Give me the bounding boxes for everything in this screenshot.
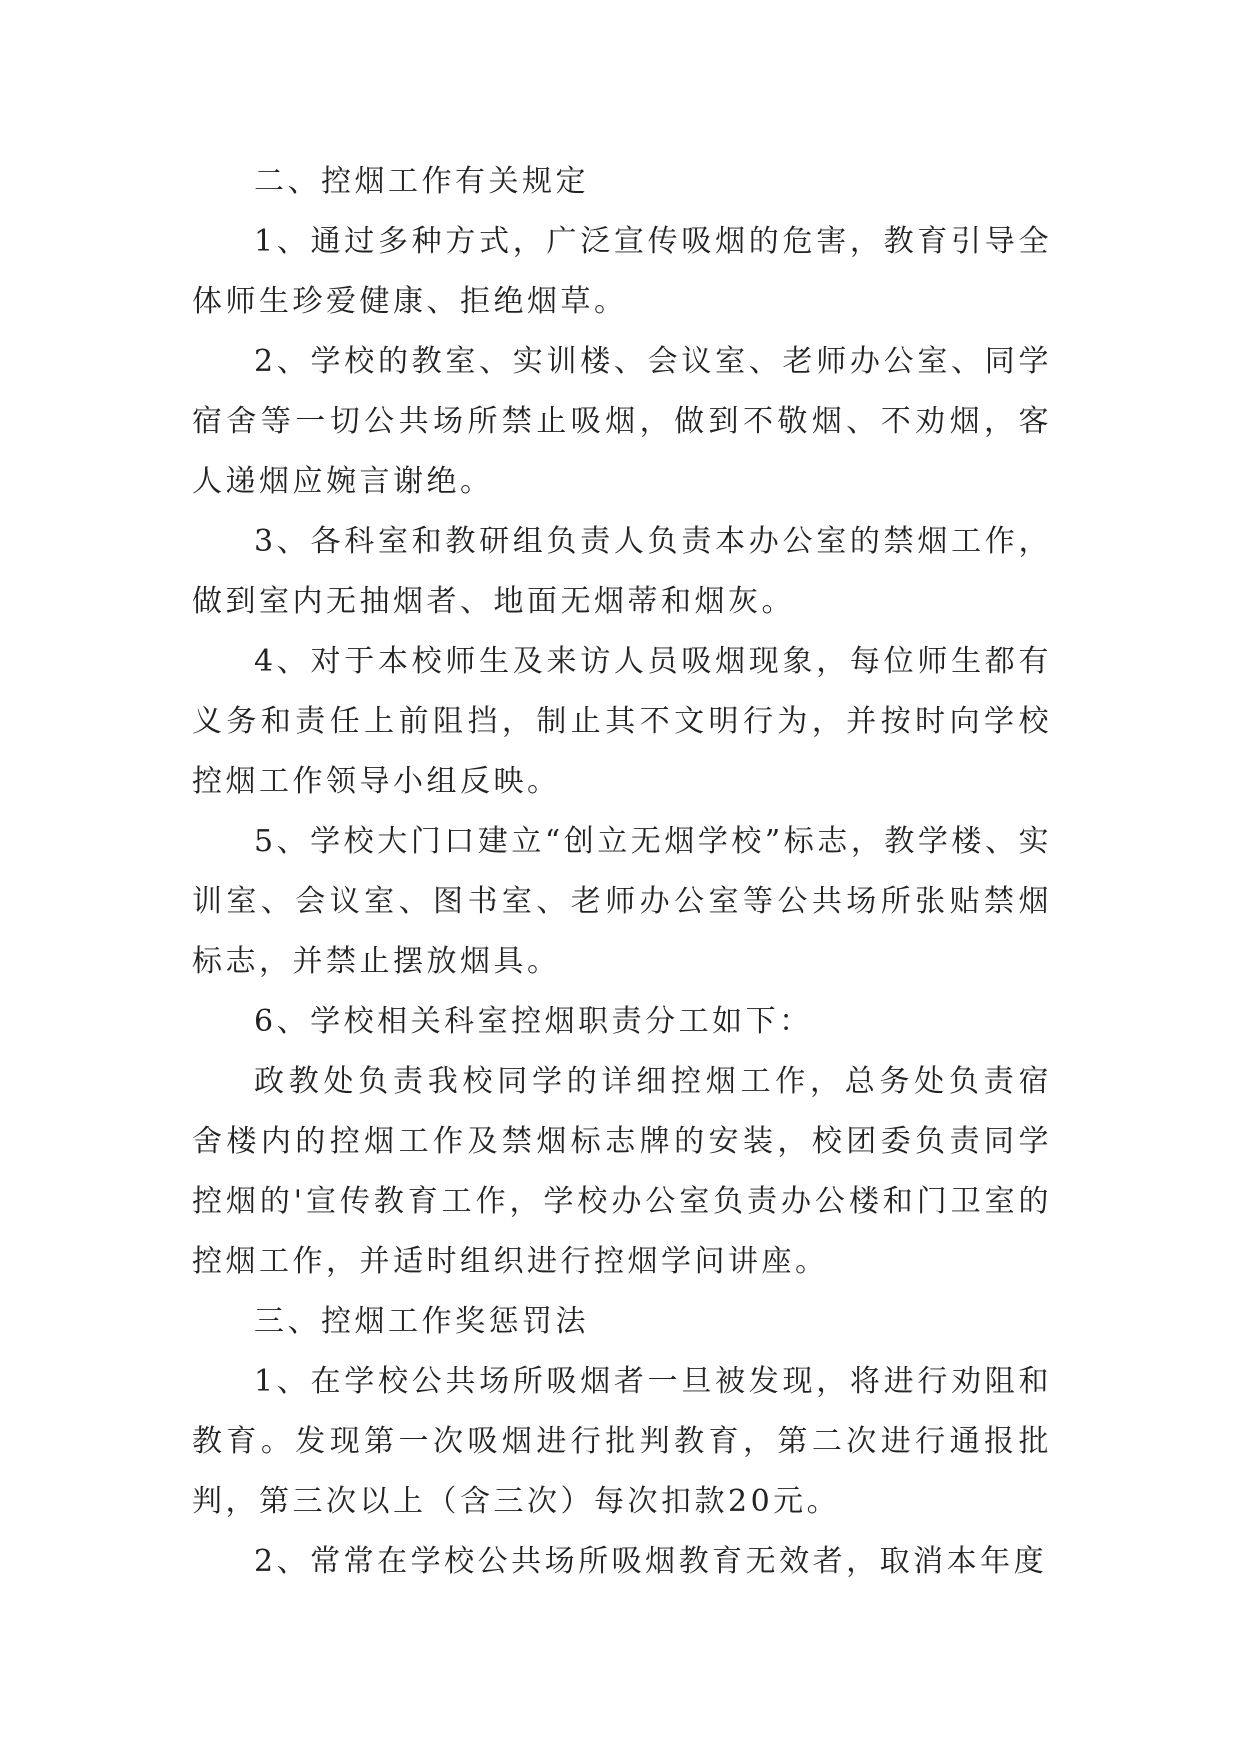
penalty-item-2: 2、常常在学校公共场所吸烟教育无效者，取消本年度: [254, 1544, 1048, 1579]
regulation-item-2: 2、学校的教室、实训楼、会议室、老师办公室、同学宿舍等一切公共场所禁止吸烟，做到不敬烟、不劝烟，客人递烟应婉言谢绝。: [192, 344, 1052, 499]
regulation-item-1: 1、通过多种方式，广泛宣传吸烟的危害，教育引导全体师生珍爱健康、拒绝烟草。: [192, 224, 1052, 319]
regulation-item-5: 5、学校大门口建立“创立无烟学校”标志，教学楼、实训室、会议室、图书室、老师办公室等公共场所张贴禁烟标志，并禁止摆放烟具。: [192, 824, 1052, 979]
penalty-item-1: 1、在学校公共场所吸烟者一旦被发现，将进行劝阻和教育。发现第一次吸烟进行批判教育，第二次进行通报批判，第三次以上（含三次）每次扣款20元。: [192, 1364, 1052, 1519]
regulation-item-6: 6、学校相关科室控烟职责分工如下：: [254, 1004, 813, 1039]
document-body: [192, 152, 1052, 1592]
responsibility-paragraph: 政教处负责我校同学的详细控烟工作，总务处负责宿舍楼内的控烟工作及禁烟标志牌的安装，校团委负责同学控烟的'宣传教育工作，学校办公室负责办公楼和门卫室的控烟工作，并适时组织进行控烟学问讲座。: [192, 1064, 1052, 1279]
regulation-item-3: 3、各科室和教研组负责人负责本办公室的禁烟工作，做到室内无抽烟者、地面无烟蒂和烟灰。: [192, 524, 1052, 619]
section-heading-regulations: 二、控烟工作有关规定: [254, 164, 589, 199]
regulation-item-4: 4、对于本校师生及来访人员吸烟现象，每位师生都有义务和责任上前阻挡，制止其不文明行为，并按时向学校控烟工作领导小组反映。: [192, 644, 1052, 799]
section-heading-rewards-penalties: 三、控烟工作奖惩罚法: [254, 1304, 589, 1339]
